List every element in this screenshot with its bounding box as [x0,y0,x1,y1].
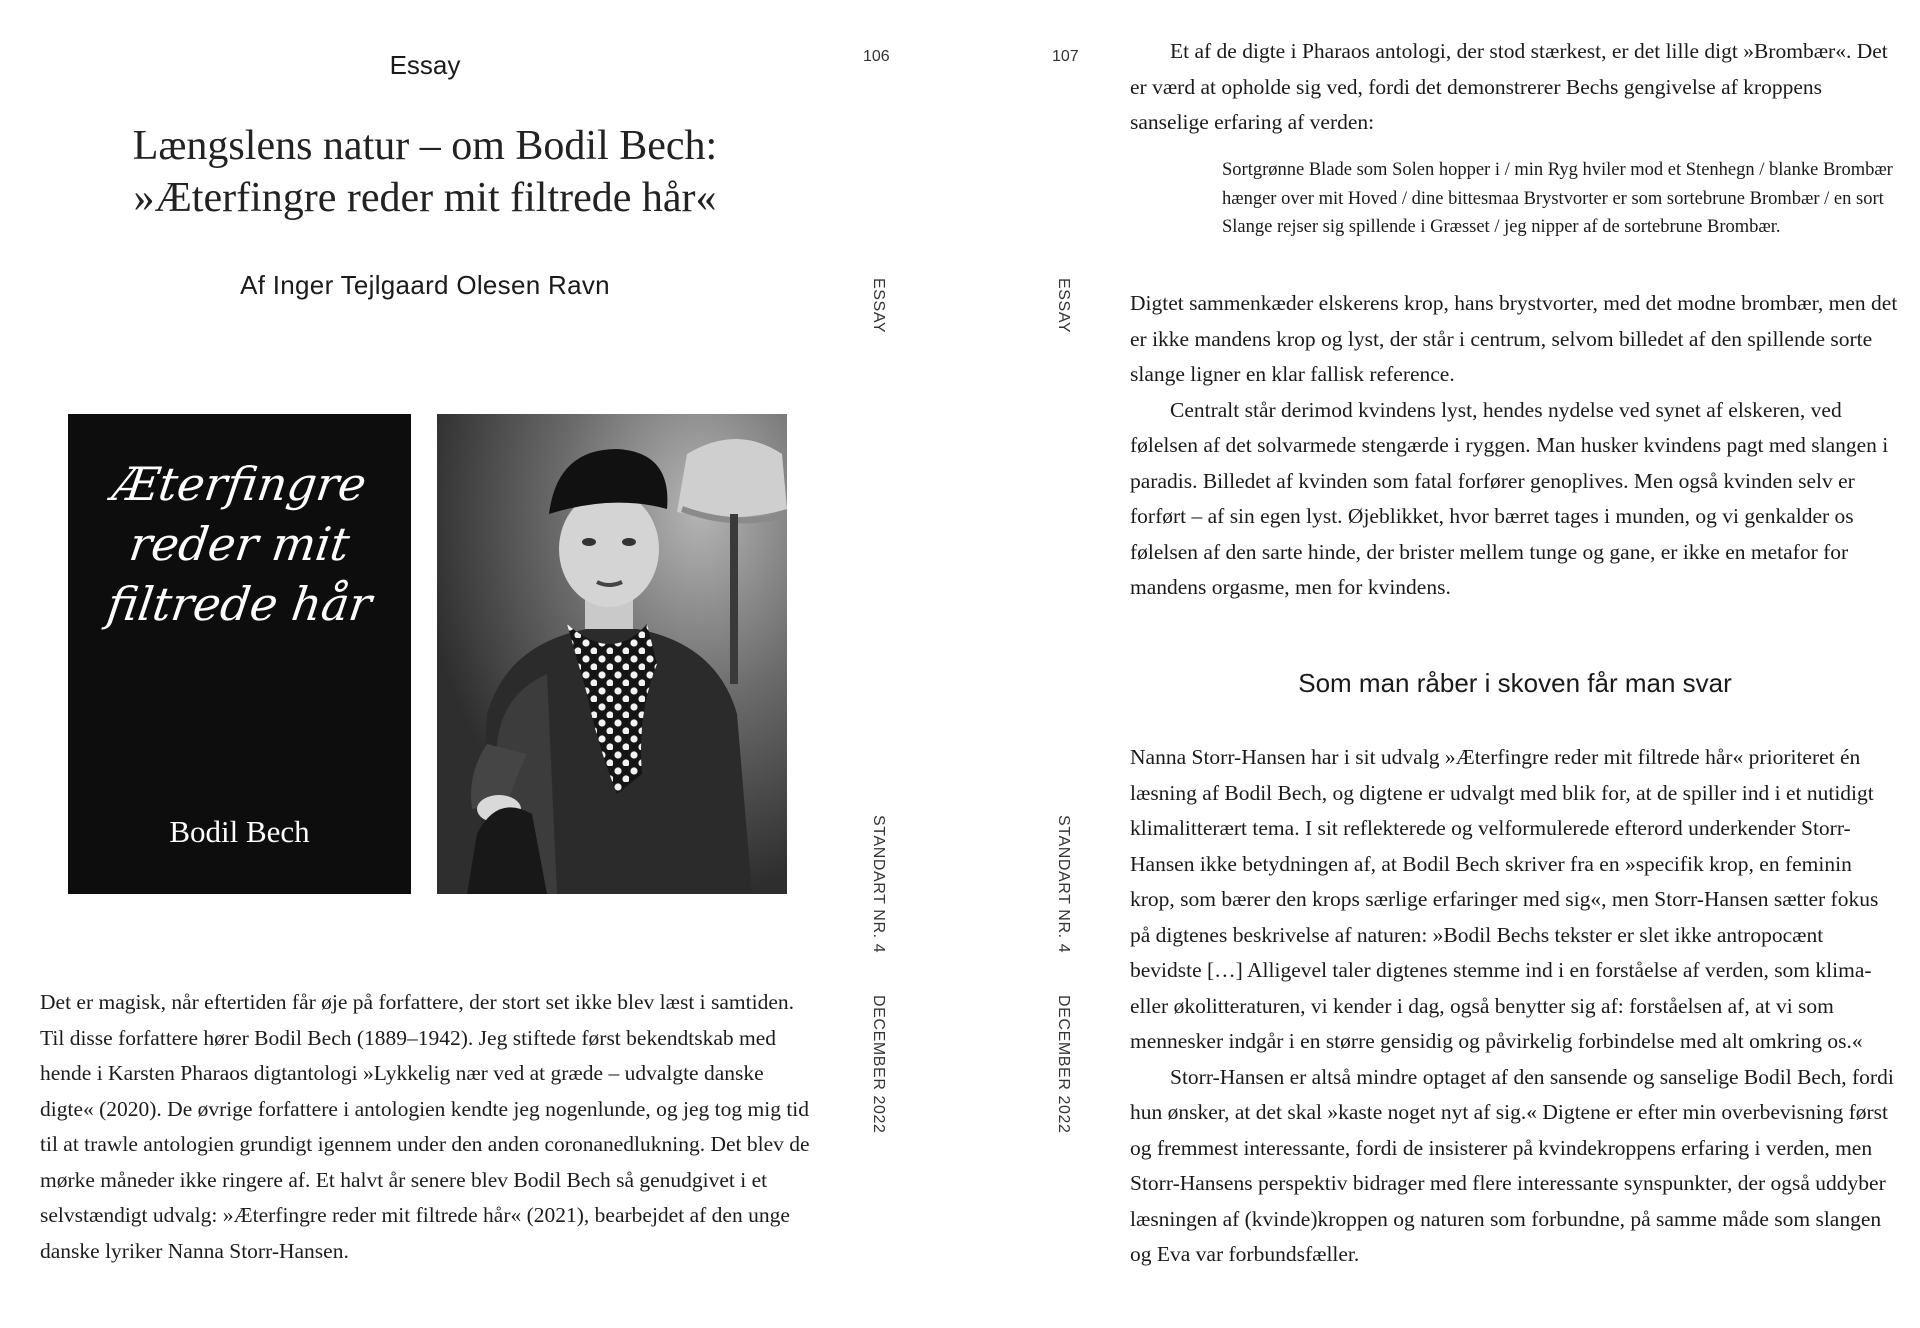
paragraph: Centralt står derimod kvindens lyst, hendes nydelse ved synet af elskeren, ved følelsen af det solvarmede stengærde i ryggen. Man husker kvindens pagt med slangen i paradis. Billedet af kvinden som fatal forfører genoplives. Men også kvinden selv er forført – af sin egen lyst. Øjeblikket, hvor bærret tages i munden, og vi genkalder os følelsen af den sarte hinde, der brister mellem tunge og gane, er ikke en metafor for mandens orgasme, men for kvindens. [1130,397,1889,599]
cover-author: Bodil Bech [169,814,310,849]
article-title [60,120,790,224]
cover-title-line-1: Æterfingre [109,457,370,511]
title-line-2: »Æterfingre reder mit filtrede hår« [133,175,717,221]
running-head-date-left: DECEMBER 2022 [870,995,887,1134]
quote-text: Sortgrønne Blade som Solen hopper i / min Ryg hviler mod et Stenhegn / blanke Brombær hænger over mit Hoved / dine bittesmaa Brystvorter er som sortebrune Brombær / en sort Slange rejser sig spillende i Græsset / jeg nipper af de sortebrune Brombær. [1222,160,1893,237]
book-cover-image [68,414,411,894]
byline: Af Inger Tejlgaard Olesen Ravn [240,270,610,300]
author-portrait-photo [437,414,787,894]
right-intro-text [1130,34,1900,141]
portrait-illustration [437,414,787,894]
paragraph: Nanna Storr-Hansen har i sit udvalg »Æterfingre reder mit filtrede hår« prioriteret én læsning af Bodil Bech, og digtene er udvalgt med blik for, at de spiller ind i et nutidigt klimalitterært tema. I sit reflekterede og velformulerede efterord underkender Storr-Hansen ikke betydningen af, at Bodil Bech skriver fra en »specifik krop, en feminin krop, som bærer den krops særlige erfaringer med sig«, men Storr-Hansen sætter fokus på digtenes beskrivelse af naturen: »Bodil Bechs tekster er slet ikke antropocænt bevidste […] Alligevel taler digtenes stemme ind i en forståelse af verden, som klima- eller økolitteraturen, vi kender i dag, også benytter sig af: forståelsen af, at vi som mennesker indgår i en større gensidig og påvirkelig forbindelse med alt omkring os.« [1130,745,1879,1053]
title-line-1: Længslens natur – om Bodil Bech: [132,123,718,169]
right-section-2-text [1130,740,1900,1273]
left-body-text [40,985,820,1269]
running-head-section-left: ESSAY [870,278,887,334]
subheading: Som man råber i skoven får man svar [1298,668,1732,698]
running-head-issue-right: STANDART NR. 4 [1055,815,1072,954]
paragraph: Storr-Hansen er altså mindre optaget af den sansende og sanselige Bodil Bech, fordi hun ønsker, at det skal »kaste noget nyt af sig.« Digtene er efter min overbevisning først og fremmest interessante, fordi de insisterer på kvindekroppens erfaring i verden, men Storr-Hansens perspektiv bidrager med flere interessante synspunkter, der også uddyber læsningen af (kvinde)kroppen og naturen som forbundne, på samme måde som slangen og Eva var forbundsfæller. [1130,1064,1894,1266]
running-head-date-right: DECEMBER 2022 [1055,995,1072,1134]
poem-quote [1222,156,1900,242]
page-number-left: 106 [863,48,890,65]
page-number-right: 107 [1052,48,1079,65]
paragraph: Et af de digte i Pharaos antologi, der stod stærkest, er det lille digt »Brombær«. Det er værd at opholde sig ved, fordi det demonstrerer Bechs gengivelse af kroppens sanselige erfaring af verden: [1130,39,1888,134]
section-label: Essay [389,50,461,80]
running-head-issue-left: STANDART NR. 4 [870,815,887,954]
right-analysis-text [1130,286,1900,606]
cover-title-line-2: reder mit [126,517,353,571]
paragraph: Digtet sammenkæder elskerens krop, hans brystvorter, med det modne brombær, men det er ikke mandens krop og lyst, der står i centrum, selvom billedet af den spillende sorte slange ligner en klar fallisk reference. [1130,291,1898,386]
cover-title-line-3: filtrede hår [103,577,375,631]
running-head-section-right: ESSAY [1055,278,1072,334]
paragraph: Det er magisk, når eftertiden får øje på forfattere, der stort set ikke blev læst i samtiden. Til disse forfattere hører Bodil Bech (1889–1942). Jeg stiftede først bekendtskab med hende i Karsten Pharaos digtantologi »Lykkelig nær ved at græde – udvalgte danske digte« (2020). De øvrige forfattere i antologien kendte jeg nogenlunde, og jeg tog mig tid til at trawle antologien grundigt igennem under den anden coronanedlukning. Det blev de mørke måneder ikke ringere af. Et halvt år senere blev Bodil Bech så genudgivet i et selvstændigt udvalg: »Æterfingre reder mit filtrede hår« (2021), bearbejdet af den unge danske lyriker Nanna Storr-Hansen. [40,990,810,1263]
